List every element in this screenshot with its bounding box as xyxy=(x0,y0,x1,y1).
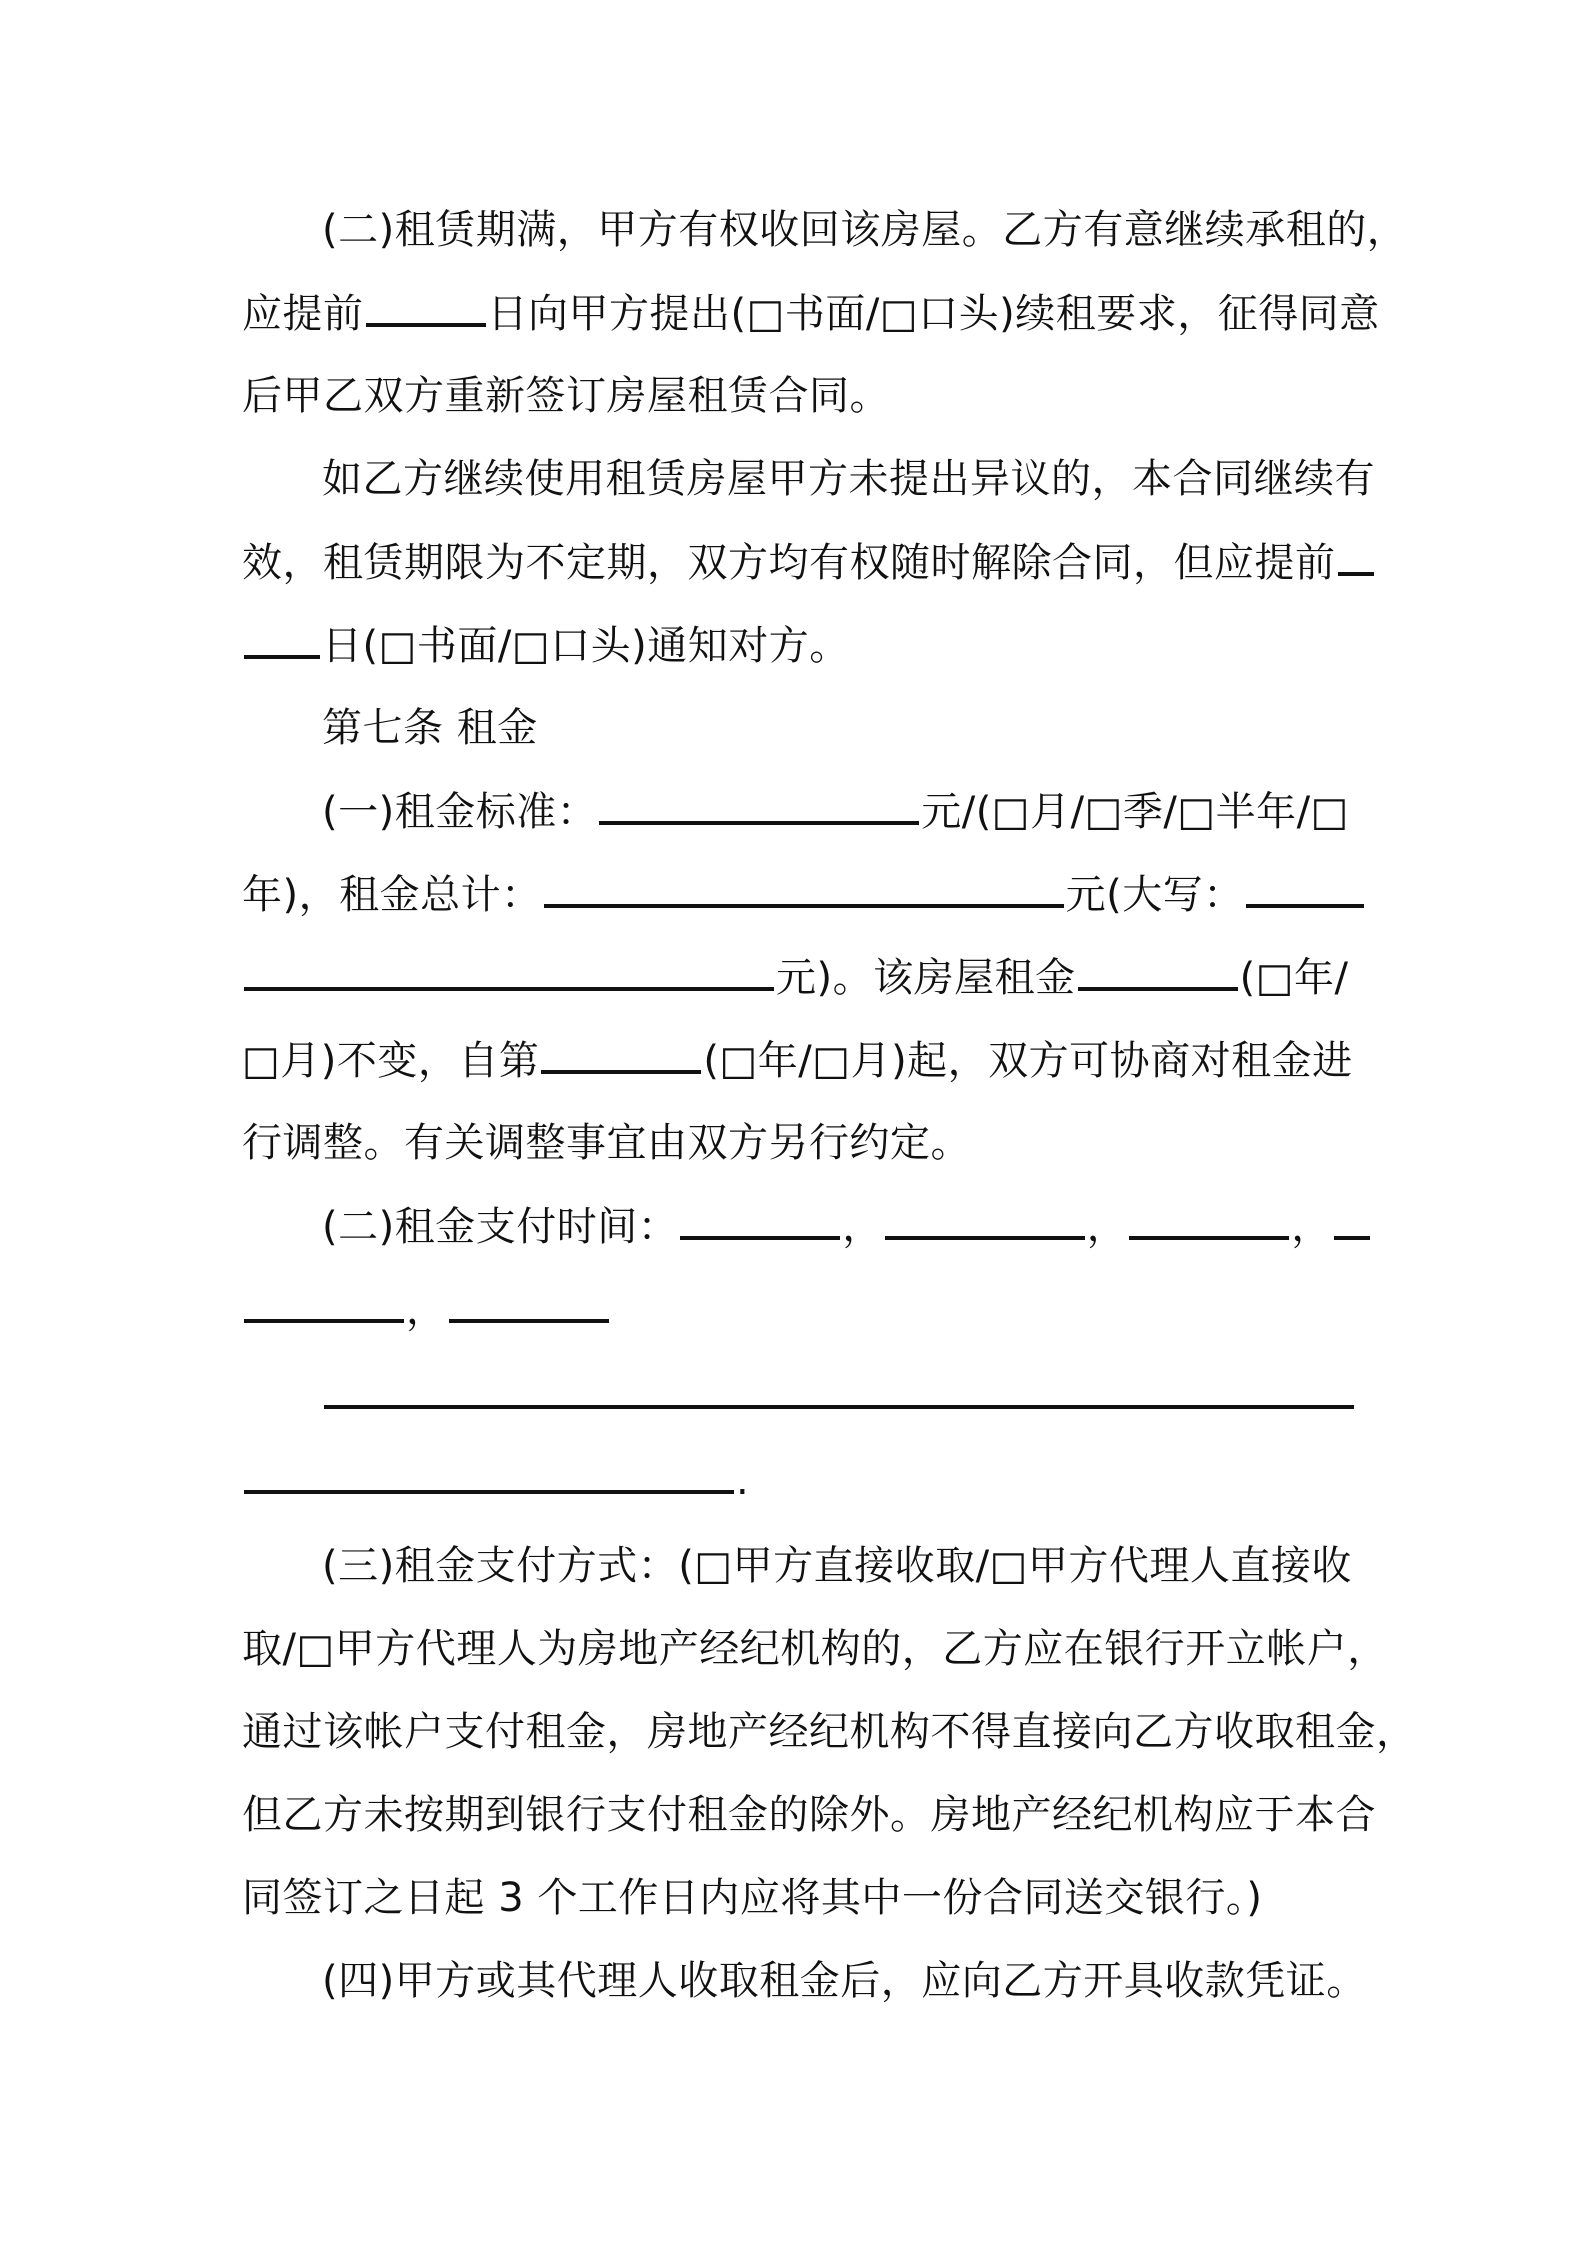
text-segment: 元)。该房屋租金 xyxy=(776,955,1076,1001)
text-segment: ， xyxy=(842,1204,883,1250)
text-segment: 年)，租金总计： xyxy=(242,872,542,918)
text-segment: . xyxy=(736,1458,750,1504)
text-segment: 效，租赁期限为不定期，双方均有权随时解除合同，但应提前 xyxy=(242,540,1336,586)
fill-in-blank xyxy=(244,615,320,659)
text-line xyxy=(242,1619,1388,1679)
text-line xyxy=(242,864,1366,924)
text-line xyxy=(242,283,1380,343)
text-segment: (□年/ xyxy=(1239,955,1349,1001)
fill-in-blank xyxy=(544,864,1064,908)
text-segment: 同签订之日起 3 个工作日内应将其中一份合同送交银行。) xyxy=(242,1875,1263,1921)
text-segment: (二)租赁期满，甲方有权收回该房屋。乙方有意继续承租的， xyxy=(322,207,1408,253)
text-segment: 后甲乙双方重新签订房屋租赁合同。 xyxy=(242,373,890,419)
text-segment: 取/□甲方代理人为房地产经纪机构的，乙方应在银行开立帐户， xyxy=(242,1626,1388,1672)
text-segment: □月)不变，自第 xyxy=(242,1038,540,1084)
text-segment: 日(□书面/□口头)通知对方。 xyxy=(322,623,850,669)
text-line xyxy=(322,1196,1372,1256)
text-line xyxy=(322,1536,1352,1596)
fill-in-blank xyxy=(1338,532,1374,576)
text-line xyxy=(242,947,1348,1007)
text-line xyxy=(322,781,1349,841)
fill-in-blank xyxy=(680,1196,840,1240)
text-segment: (四)甲方或其代理人收取租金后，应向乙方开具收款凭证。 xyxy=(322,1958,1367,2004)
text-line xyxy=(242,1113,971,1173)
text-segment: ， xyxy=(1086,1204,1128,1250)
fill-in-blank xyxy=(324,1365,1354,1409)
text-line xyxy=(322,200,1407,260)
fill-in-blank xyxy=(599,781,919,825)
text-segment: 应提前 xyxy=(242,291,364,337)
text-line xyxy=(322,698,538,758)
fill-in-blank xyxy=(1078,947,1238,991)
text-segment: (一)租金标准： xyxy=(322,789,598,835)
text-line xyxy=(322,1365,1356,1425)
fill-in-blank xyxy=(1246,864,1364,908)
text-segment: 通过该帐户支付租金，房地产经纪机构不得直接向乙方收取租金， xyxy=(242,1709,1417,1755)
text-segment: 第七条 租金 xyxy=(322,705,538,751)
fill-in-blank xyxy=(1129,1196,1289,1240)
text-line xyxy=(242,615,850,675)
text-line xyxy=(242,1279,611,1339)
fill-in-blank xyxy=(1334,1196,1370,1240)
text-line xyxy=(322,1951,1367,2011)
text-segment: (三)租金支付方式：(□甲方直接收取/□甲方代理人直接收 xyxy=(322,1543,1352,1589)
text-segment: ， xyxy=(406,1287,447,1333)
text-line xyxy=(242,532,1376,592)
text-line xyxy=(242,1868,1262,1928)
fill-in-blank xyxy=(244,1450,734,1494)
fill-in-blank xyxy=(244,1279,404,1323)
text-segment: 如乙方继续使用租赁房屋甲方未提出异议的，本合同继续有 xyxy=(322,456,1375,502)
text-segment: 但乙方未按期到银行支付租金的除外。房地产经纪机构应于本合 xyxy=(242,1792,1376,1838)
text-segment: 元/(□月/□季/□半年/□ xyxy=(921,789,1349,835)
text-segment: 行调整。有关调整事宜由双方另行约定。 xyxy=(242,1120,971,1166)
text-segment: (二)租金支付时间： xyxy=(322,1204,679,1250)
fill-in-blank xyxy=(366,283,486,327)
text-segment: (□年/□月)起，双方可协商对租金进 xyxy=(703,1038,1353,1084)
text-line xyxy=(242,366,890,426)
text-line xyxy=(322,449,1375,509)
fill-in-blank xyxy=(449,1279,609,1323)
text-line xyxy=(242,1450,749,1510)
text-line xyxy=(242,1702,1417,1762)
text-segment: 日向甲方提出(□书面/□口头)续租要求，征得同意 xyxy=(487,291,1380,337)
fill-in-blank xyxy=(541,1030,701,1074)
fill-in-blank xyxy=(244,947,774,991)
fill-in-blank xyxy=(885,1196,1085,1240)
text-segment: 元(大写： xyxy=(1065,872,1244,918)
text-segment: ， xyxy=(1291,1204,1332,1250)
text-line xyxy=(242,1030,1353,1090)
text-line xyxy=(242,1785,1376,1845)
